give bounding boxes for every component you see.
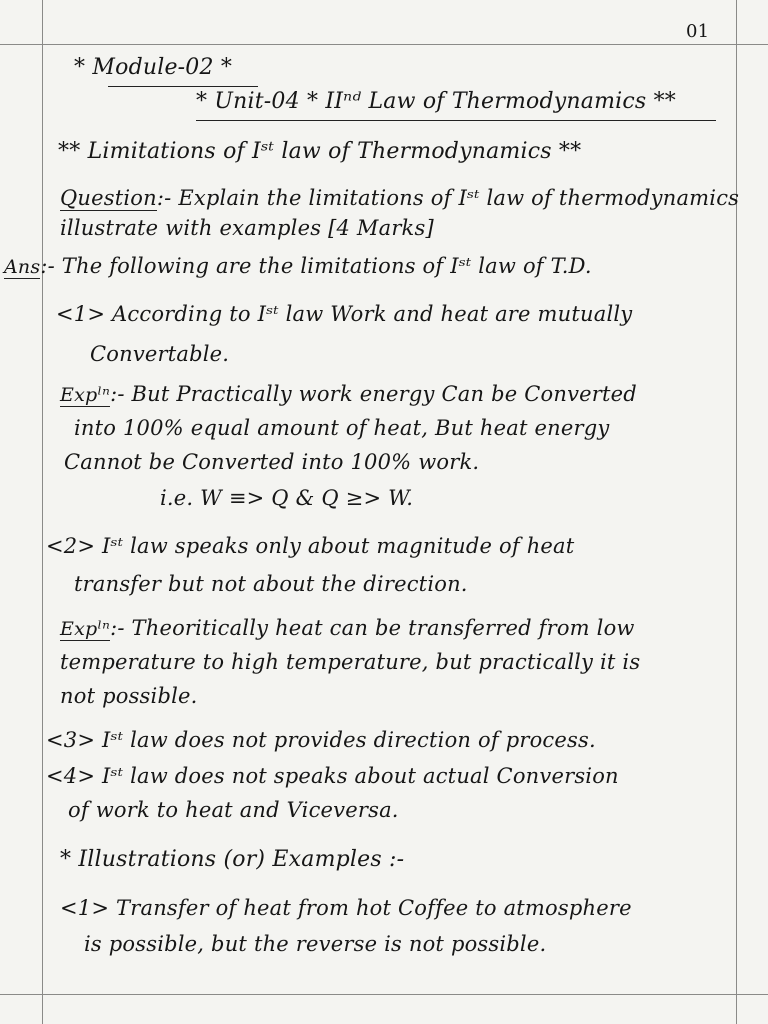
point-2-line-1 (46, 532, 574, 560)
point-3-marker: <3> (46, 728, 96, 752)
question-text-1: :- Explain the limitations of Iˢᵗ law of thermodynamics (156, 186, 740, 210)
page-number: 01 (686, 21, 710, 42)
illustration-1-line-1 (60, 894, 632, 922)
explanation-2-line-1 (60, 614, 635, 643)
illustrations-title: * Illustrations (or) Examples :- (60, 847, 405, 872)
explanation-2-line-3: not possible. (60, 684, 198, 708)
section-title: ** Limitations of Iˢᵗ law of Thermodynamics ** (58, 139, 582, 164)
point-2-line-2: transfer but not about the direction. (74, 572, 468, 596)
point-2-text-1: Iˢᵗ law speaks only about magnitude of heat (102, 534, 575, 558)
point-4-line-2: of work to heat and Viceversa. (68, 798, 399, 822)
explanation-1-formula: i.e. W ≡> Q & Q ≥> W. (160, 486, 414, 510)
explanation-2-line-2: temperature to high temperature, but practically it is (60, 650, 641, 674)
answer-label: Ans (4, 256, 41, 278)
question-line-2: illustrate with examples [4 Marks] (60, 216, 434, 240)
point-1-line-2: Convertable. (90, 342, 230, 366)
explanation-1-line-3: Cannot be Converted into 100% work. (64, 450, 480, 474)
question-label: Question (60, 186, 157, 210)
explanation-1-line-2: into 100% equal amount of heat, But heat energy (74, 416, 610, 440)
explanation-1-line-1 (60, 380, 637, 409)
illustration-1-line-2: is possible, but the reverse is not possible. (84, 932, 547, 956)
left-margin-line (42, 0, 43, 1024)
bottom-margin-line (0, 994, 768, 995)
point-4-marker: <4> (46, 764, 96, 788)
illustration-1-text-1: Transfer of heat from hot Coffee to atmosphere (116, 896, 632, 920)
explanation-1-text-1: :- But Practically work energy Can be Converted (110, 382, 637, 406)
right-margin-line (736, 0, 737, 1024)
answer-intro (4, 252, 592, 281)
top-margin-line (0, 44, 768, 45)
unit-heading: * Unit-04 * IIⁿᵈ Law of Thermodynamics ** (196, 89, 676, 114)
point-3-line-1 (46, 726, 596, 754)
point-4-line-1 (46, 762, 619, 790)
point-3-text-1: Iˢᵗ law does not provides direction of process. (102, 728, 596, 752)
point-1-marker: <1> (56, 302, 106, 326)
question-line-1 (60, 184, 739, 212)
unit-underline (196, 120, 716, 121)
point-4-text-1: Iˢᵗ law does not speaks about actual Conversion (102, 764, 619, 788)
explanation-2-text-1: :- Theoritically heat can be transferred from low (110, 616, 635, 640)
answer-intro-text: :- The following are the limitations of Iˢᵗ law of T.D. (40, 254, 592, 278)
point-1-text-1: According to Iˢᵗ law Work and heat are mutually (112, 302, 633, 326)
point-2-marker: <2> (46, 534, 96, 558)
module-underline (108, 86, 258, 87)
explanation-1-label: Expˡⁿ (60, 384, 111, 406)
explanation-2-label: Expˡⁿ (60, 618, 111, 640)
illustration-1-marker: <1> (60, 896, 110, 920)
module-heading: * Module-02 * (74, 55, 233, 80)
point-1-line-1 (56, 300, 632, 328)
